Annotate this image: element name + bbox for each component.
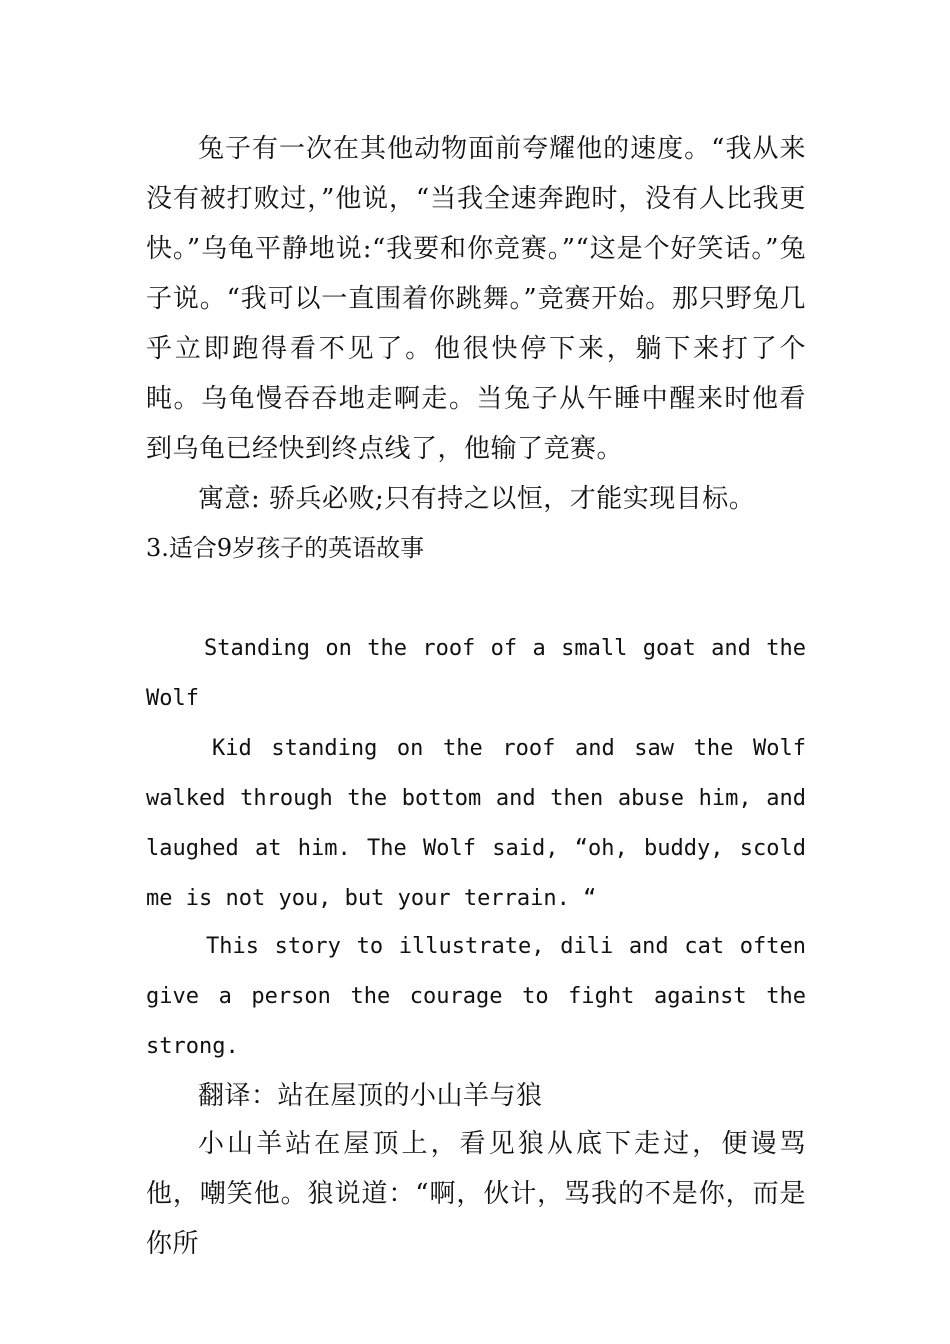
translation-title: 翻译：站在屋顶的小山羊与狼 (198, 1081, 543, 1111)
section-heading: 3.适合9岁孩子的英语故事 (146, 534, 425, 562)
english-story-title: Standing on the roof of a small goat and the Wolf (146, 636, 806, 711)
translation-paragraph: 小山羊站在屋顶上，看见狼从底下走过，便谩骂他，嘲笑他。狼说道：“啊，伙计，骂我的不是你，而是你所 (146, 1129, 806, 1259)
story-paragraph: 兔子有一次在其他动物面前夸耀他的速度。“我从来没有被打败过，”他说，“当我全速奔跑时，没有人比我更快。”乌龟平静地说:“我要和你竞赛。”“这是个好笑话。”兔子说。“我可以一直围着你跳舞。”竞赛开始。那只野兔几乎立即跑得看不见了。他很快停下来，躺下来打了个盹。乌龟慢吞吞地走啊走。当兔子从午睡中醒来时他看到乌龟已经快到终点线了，他输了竞赛。 (146, 134, 806, 464)
english-story-paragraph: Kid standing on the roof and saw the Wolf walked through the bottom and then abuse him, and laughed at him. The Wolf said, “oh, buddy, scold me is not you, but your terrain. “ (146, 736, 806, 911)
moral-line: 寓意: 骄兵必败;只有持之以恒，才能实现目标。 (198, 484, 756, 514)
english-moral-paragraph: This story to illustrate, dili and cat often give a person the courage to fight against the strong. (146, 934, 806, 1059)
